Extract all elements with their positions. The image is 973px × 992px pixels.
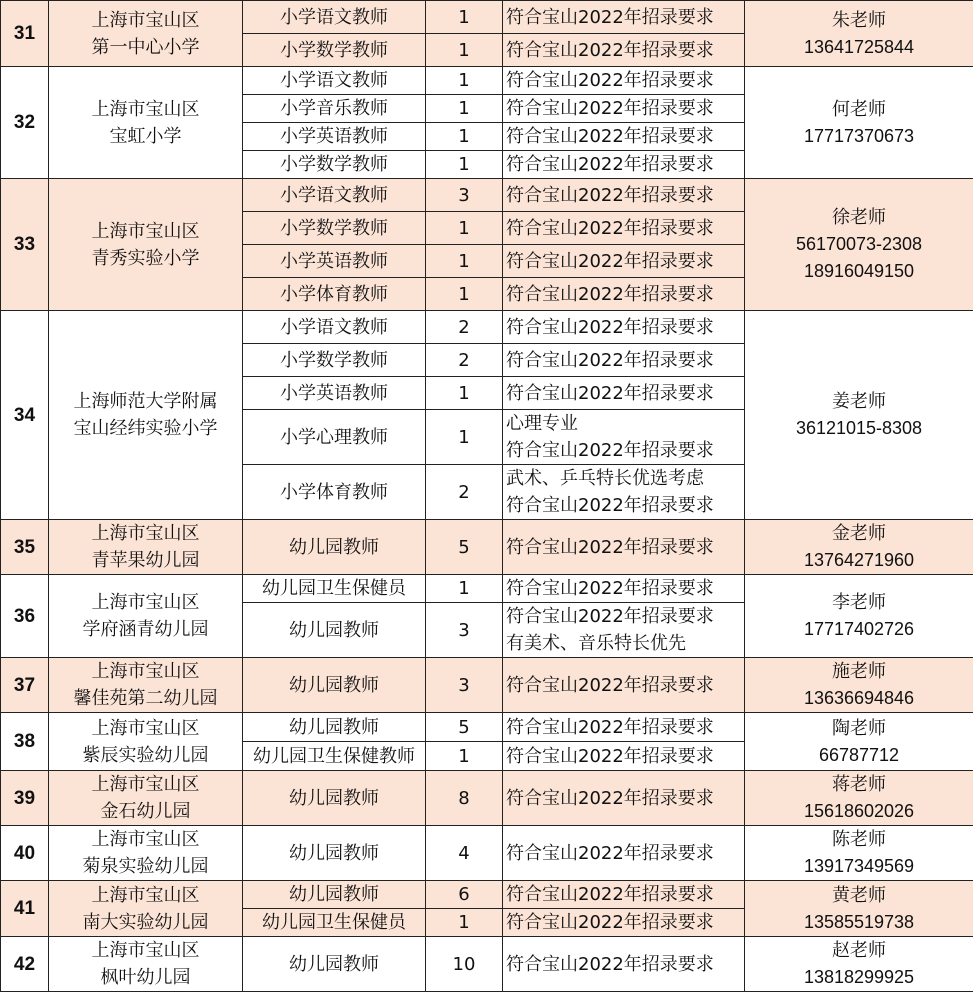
position-count: 1 <box>426 278 503 311</box>
text-line: 符合宝山2022年招录要求 <box>506 951 740 978</box>
row-number: 35 <box>1 520 49 575</box>
position-count: 3 <box>426 179 503 212</box>
position-count: 1 <box>426 1 503 34</box>
text-line: 符合宝山2022年招录要求 <box>506 95 740 122</box>
position-title: 幼儿园教师 <box>243 713 426 742</box>
text-line: 南大实验幼儿园 <box>53 909 238 936</box>
table-row <box>1 179 973 212</box>
position-title: 小学英语教师 <box>243 123 426 151</box>
school-name <box>49 1 243 67</box>
contact-info <box>745 67 973 179</box>
text-line: 符合宝山2022年招录要求 <box>506 437 740 464</box>
text-line: 上海市宝山区 <box>53 96 238 123</box>
text-line: 朱老师 <box>749 7 969 34</box>
text-line: 符合宝山2022年招录要求 <box>506 603 740 630</box>
text-line: 心理专业 <box>506 410 740 437</box>
text-line: 紫辰实验幼儿园 <box>53 742 238 769</box>
position-requirement <box>503 603 745 658</box>
position-count: 4 <box>426 826 503 881</box>
text-line: 宝虹小学 <box>53 123 238 150</box>
text-line: 何老师 <box>749 96 969 123</box>
position-title: 小学数学教师 <box>243 344 426 377</box>
text-line: 上海市宝山区 <box>53 937 238 964</box>
school-name <box>49 826 243 881</box>
position-requirement <box>503 520 745 575</box>
contact-info <box>745 179 973 311</box>
text-line: 上海师范大学附属 <box>53 388 238 415</box>
text-line: 青苹果幼儿园 <box>53 547 238 574</box>
text-line: 符合宝山2022年招录要求 <box>506 672 740 699</box>
text-line: 17717370673 <box>749 123 969 150</box>
row-number: 33 <box>1 179 49 311</box>
table-row <box>1 771 973 826</box>
school-name <box>49 713 243 771</box>
text-line: 赵老师 <box>749 937 969 964</box>
position-title: 小学体育教师 <box>243 465 426 520</box>
text-line: 符合宝山2022年招录要求 <box>506 909 740 936</box>
position-requirement <box>503 278 745 311</box>
table-row <box>1 713 973 742</box>
table-row <box>1 1 973 34</box>
contact-info <box>745 881 973 937</box>
contact-info <box>745 771 973 826</box>
position-count: 1 <box>426 95 503 123</box>
text-line: 符合宝山2022年招录要求 <box>506 492 740 519</box>
text-line: 上海市宝山区 <box>53 882 238 909</box>
text-line: 姜老师 <box>749 388 969 415</box>
position-title: 小学语文教师 <box>243 179 426 212</box>
text-line: 13585519738 <box>749 909 969 936</box>
text-line: 符合宝山2022年招录要求 <box>506 281 740 308</box>
text-line: 徐老师 <box>749 204 969 231</box>
school-name <box>49 520 243 575</box>
text-line: 13641725844 <box>749 34 969 61</box>
position-count: 1 <box>426 151 503 179</box>
text-line: 符合宝山2022年招录要求 <box>506 714 740 741</box>
text-line: 青秀实验小学 <box>53 245 238 272</box>
contact-info <box>745 311 973 520</box>
position-count: 1 <box>426 212 503 245</box>
school-name <box>49 67 243 179</box>
position-count: 1 <box>426 123 503 151</box>
text-line: 上海市宝山区 <box>53 826 238 853</box>
text-line: 陈老师 <box>749 826 969 853</box>
text-line: 18916049150 <box>749 258 969 285</box>
position-count: 2 <box>426 344 503 377</box>
position-count: 5 <box>426 713 503 742</box>
position-title: 小学体育教师 <box>243 278 426 311</box>
contact-info <box>745 713 973 771</box>
text-line: 宝山经纬实验小学 <box>53 415 238 442</box>
text-line: 13917349569 <box>749 853 969 880</box>
table-row <box>1 937 973 992</box>
row-number: 38 <box>1 713 49 771</box>
position-requirement <box>503 742 745 771</box>
table-row <box>1 826 973 881</box>
position-title: 幼儿园教师 <box>243 603 426 658</box>
text-line: 56170073-2308 <box>749 231 969 258</box>
position-count: 1 <box>426 909 503 937</box>
position-requirement <box>503 34 745 67</box>
text-line: 符合宝山2022年招录要求 <box>506 380 740 407</box>
text-line: 馨佳苑第二幼儿园 <box>53 685 238 712</box>
text-line: 金老师 <box>749 520 969 547</box>
row-number: 40 <box>1 826 49 881</box>
position-requirement <box>503 377 745 410</box>
row-number: 39 <box>1 771 49 826</box>
position-count: 1 <box>426 34 503 67</box>
text-line: 15618602026 <box>749 798 969 825</box>
table-row <box>1 67 973 95</box>
school-name <box>49 658 243 713</box>
position-title: 小学数学教师 <box>243 34 426 67</box>
text-line: 施老师 <box>749 658 969 685</box>
position-count: 1 <box>426 410 503 465</box>
text-line: 符合宝山2022年招录要求 <box>506 881 740 908</box>
position-requirement <box>503 95 745 123</box>
position-title: 小学语文教师 <box>243 311 426 344</box>
position-requirement <box>503 465 745 520</box>
contact-info <box>745 937 973 992</box>
text-line: 上海市宝山区 <box>53 771 238 798</box>
school-name <box>49 881 243 937</box>
text-line: 李老师 <box>749 589 969 616</box>
text-line: 13764271960 <box>749 547 969 574</box>
text-line: 符合宝山2022年招录要求 <box>506 743 740 770</box>
text-line: 有美术、音乐特长优先 <box>506 630 740 657</box>
position-title: 幼儿园教师 <box>243 881 426 909</box>
text-line: 符合宝山2022年招录要求 <box>506 123 740 150</box>
position-count: 1 <box>426 245 503 278</box>
text-line: 36121015-8308 <box>749 415 969 442</box>
position-requirement <box>503 410 745 465</box>
position-title: 小学数学教师 <box>243 212 426 245</box>
text-line: 13818299925 <box>749 964 969 991</box>
position-title: 小学英语教师 <box>243 377 426 410</box>
position-requirement <box>503 344 745 377</box>
contact-info <box>745 520 973 575</box>
position-requirement <box>503 311 745 344</box>
position-title: 幼儿园教师 <box>243 771 426 826</box>
text-line: 13636694846 <box>749 685 969 712</box>
position-title: 小学语文教师 <box>243 67 426 95</box>
position-requirement <box>503 179 745 212</box>
text-line: 符合宝山2022年招录要求 <box>506 37 740 64</box>
position-count: 10 <box>426 937 503 992</box>
table-row <box>1 575 973 603</box>
position-title: 幼儿园卫生保健员 <box>243 575 426 603</box>
text-line: 17717402726 <box>749 616 969 643</box>
position-requirement <box>503 1 745 34</box>
position-title: 幼儿园卫生保健员 <box>243 909 426 937</box>
contact-info <box>745 658 973 713</box>
row-number: 42 <box>1 937 49 992</box>
text-line: 蒋老师 <box>749 771 969 798</box>
position-requirement <box>503 575 745 603</box>
school-name <box>49 575 243 658</box>
position-requirement <box>503 937 745 992</box>
row-number: 37 <box>1 658 49 713</box>
position-requirement <box>503 881 745 909</box>
text-line: 符合宝山2022年招录要求 <box>506 67 740 94</box>
table-row <box>1 520 973 575</box>
position-requirement <box>503 67 745 95</box>
position-requirement <box>503 713 745 742</box>
text-line: 符合宝山2022年招录要求 <box>506 785 740 812</box>
text-line: 枫叶幼儿园 <box>53 964 238 991</box>
text-line: 上海市宝山区 <box>53 218 238 245</box>
position-count: 1 <box>426 67 503 95</box>
text-line: 符合宝山2022年招录要求 <box>506 575 740 602</box>
position-title: 幼儿园教师 <box>243 937 426 992</box>
position-requirement <box>503 909 745 937</box>
position-requirement <box>503 212 745 245</box>
position-title: 幼儿园教师 <box>243 826 426 881</box>
text-line: 符合宝山2022年招录要求 <box>506 314 740 341</box>
row-number: 31 <box>1 1 49 67</box>
text-line: 66787712 <box>749 742 969 769</box>
position-count: 2 <box>426 311 503 344</box>
position-title: 小学英语教师 <box>243 245 426 278</box>
text-line: 符合宝山2022年招录要求 <box>506 4 740 31</box>
position-title: 幼儿园教师 <box>243 658 426 713</box>
text-line: 黄老师 <box>749 882 969 909</box>
text-line: 金石幼儿园 <box>53 798 238 825</box>
text-line: 符合宝山2022年招录要求 <box>506 248 740 275</box>
position-count: 3 <box>426 658 503 713</box>
position-count: 1 <box>426 377 503 410</box>
row-number: 36 <box>1 575 49 658</box>
text-line: 上海市宝山区 <box>53 715 238 742</box>
school-name <box>49 311 243 520</box>
position-count: 2 <box>426 465 503 520</box>
position-title: 小学数学教师 <box>243 151 426 179</box>
text-line: 符合宝山2022年招录要求 <box>506 215 740 242</box>
row-number: 41 <box>1 881 49 937</box>
row-number: 32 <box>1 67 49 179</box>
table-row <box>1 311 973 344</box>
position-title: 幼儿园卫生保健教师 <box>243 742 426 771</box>
text-line: 上海市宝山区 <box>53 658 238 685</box>
text-line: 菊泉实验幼儿园 <box>53 853 238 880</box>
position-count: 1 <box>426 742 503 771</box>
contact-info <box>745 826 973 881</box>
text-line: 上海市宝山区 <box>53 520 238 547</box>
position-requirement <box>503 826 745 881</box>
contact-info <box>745 1 973 67</box>
position-requirement <box>503 658 745 713</box>
text-line: 武术、乒乓特长优选考虑 <box>506 465 740 492</box>
text-line: 学府涵青幼儿园 <box>53 616 238 643</box>
position-requirement <box>503 245 745 278</box>
text-line: 符合宝山2022年招录要求 <box>506 347 740 374</box>
position-title: 幼儿园教师 <box>243 520 426 575</box>
text-line: 符合宝山2022年招录要求 <box>506 151 740 178</box>
text-line: 陶老师 <box>749 715 969 742</box>
text-line: 符合宝山2022年招录要求 <box>506 534 740 561</box>
text-line: 符合宝山2022年招录要求 <box>506 840 740 867</box>
position-count: 8 <box>426 771 503 826</box>
position-count: 1 <box>426 575 503 603</box>
table-body <box>1 1 973 992</box>
position-title: 小学音乐教师 <box>243 95 426 123</box>
school-name <box>49 179 243 311</box>
position-requirement <box>503 123 745 151</box>
table-row <box>1 658 973 713</box>
position-requirement <box>503 771 745 826</box>
school-name <box>49 937 243 992</box>
position-count: 3 <box>426 603 503 658</box>
text-line: 上海市宝山区 <box>53 7 238 34</box>
position-count: 5 <box>426 520 503 575</box>
position-title: 小学语文教师 <box>243 1 426 34</box>
school-name <box>49 771 243 826</box>
position-count: 6 <box>426 881 503 909</box>
text-line: 上海市宝山区 <box>53 589 238 616</box>
text-line: 符合宝山2022年招录要求 <box>506 182 740 209</box>
row-number: 34 <box>1 311 49 520</box>
contact-info <box>745 575 973 658</box>
table-row <box>1 881 973 909</box>
text-line: 第一中心小学 <box>53 34 238 61</box>
position-title: 小学心理教师 <box>243 410 426 465</box>
position-requirement <box>503 151 745 179</box>
